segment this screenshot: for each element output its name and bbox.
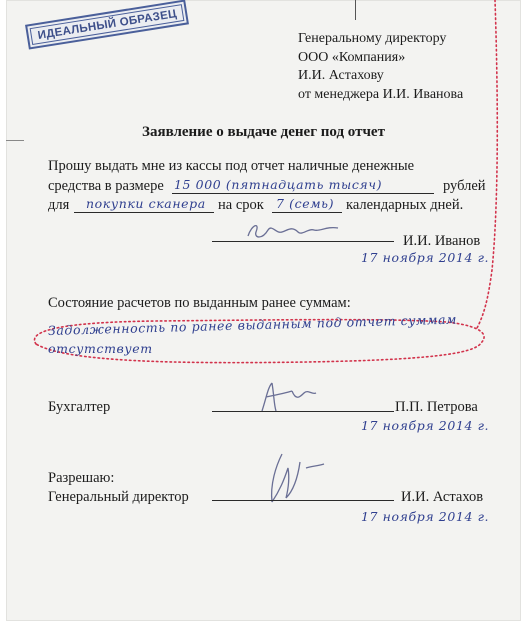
amount-suffix: рублей xyxy=(443,178,486,194)
document-sheet xyxy=(6,0,521,621)
director-signature xyxy=(260,450,340,510)
term-suffix: календарных дней. xyxy=(346,197,464,213)
amount-prefix: средства в размере xyxy=(48,178,164,194)
director-name: И.И. Астахов xyxy=(401,489,484,505)
term-prefix: на срок xyxy=(218,197,264,213)
term-value: 7 (семь) xyxy=(276,196,335,211)
accountant-signature xyxy=(252,375,332,415)
settlement-label: Состояние расчетов по выданным ранее суммам: xyxy=(48,295,351,311)
purpose-prefix: для xyxy=(48,197,70,213)
applicant-date: 17 ноября 2014 г. xyxy=(361,250,490,265)
approval-label-2: Генеральный директор xyxy=(48,489,189,505)
request-line-1: Прошу выдать мне из кассы под отчет наличные денежные xyxy=(48,158,415,174)
stamp-text: ИДЕАЛЬНЫЙ ОБРАЗЕЦ xyxy=(37,8,178,42)
addressee-line-2: ООО «Компания» xyxy=(298,49,406,65)
accountant-label: Бухгалтер xyxy=(48,399,111,415)
director-date: 17 ноября 2014 г. xyxy=(361,509,490,524)
settlement-value-line-1: Задолженность по ранее выданным под отчет суммам xyxy=(47,311,458,338)
settlement-value-line-2: отсутствует xyxy=(48,341,153,356)
addressee-line-3: И.И. Астахову xyxy=(298,68,384,83)
accountant-date: 17 ноября 2014 г. xyxy=(361,418,490,433)
addressee-line-1: Генеральному директору xyxy=(298,31,447,46)
settlement-highlight-ellipse xyxy=(6,0,521,621)
amount-value: 15 000 (пятнадцать тысяч) xyxy=(174,177,383,192)
document-title: Заявление о выдаче денег под отчет xyxy=(142,124,385,140)
purpose-value: покупки сканера xyxy=(86,196,206,211)
approval-label-1: Разрешаю: xyxy=(48,470,115,486)
director-signature-line xyxy=(212,500,394,501)
accountant-signature-line xyxy=(212,411,394,412)
accountant-name: П.П. Петрова xyxy=(395,399,478,415)
addressee-line-4: от менеджера И.И. Иванова xyxy=(298,86,464,102)
applicant-name: И.И. Иванов xyxy=(403,233,481,249)
